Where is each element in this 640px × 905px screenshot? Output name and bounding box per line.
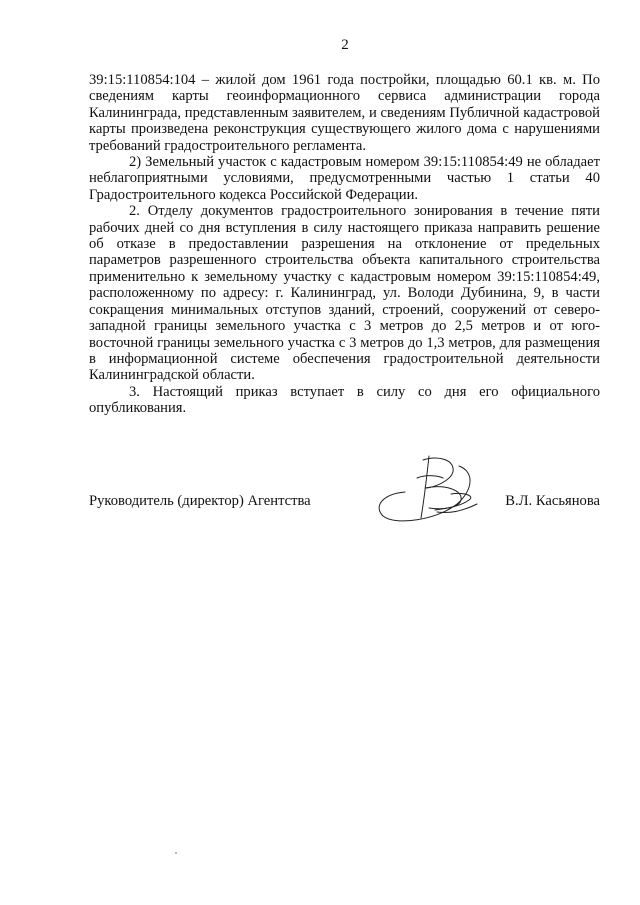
signatory-role: Руководитель (директор) Агентства <box>89 493 311 509</box>
paragraph-1: 39:15:110854:104 – жилой дом 1961 года постройки, площадью 60.1 кв. м. По сведениям карты геоинформационного сервиса администрации города Калининграда, представленным заявителем, и сведениям Публичной кадастровой карты произведена реконструкция существующего жилого дома с нарушениями требований градостроительного регламента. <box>89 72 600 154</box>
handwritten-signature-icon <box>365 448 495 528</box>
document-body <box>89 72 600 417</box>
paragraph-2: 2) Земельный участок с кадастровым номером 39:15:110854:49 не обладает неблагоприятными условиями, предусмотренными частью 1 статьи 40 Градостроительного кодекса Российской Федерации. <box>89 154 600 203</box>
page-number: 2 <box>341 37 349 53</box>
paragraph-4: 3. Настоящий приказ вступает в силу со дня его официального опубликования. <box>89 383 600 417</box>
paragraph-3: 2. Отделу документов градостроительного зонирования в течение пяти рабочих дней со дня вступления в силу настоящего приказа направить решение об отказе в предоставлении разрешения на отклонение от предельных параметров разрешенного строительства объекта капитального строительства применительно к земельному участку с кадастровым номером 39:15:110854:49, расположенному по адресу: г. Калининград, ул. Володи Дубинина, 9, в части сокращения минимальных отступов зданий, строений, сооружений от северо-западной границы земельного участка с 3 метров до 2,5 метров и от юго-восточной границы земельного участка с 3 метров до 1,3 метров, для размещения в информационной системе обеспечения градостроительной деятельности Калининградской области. <box>89 203 600 384</box>
scan-speck <box>175 852 177 854</box>
signature-row <box>89 493 600 513</box>
signatory-name: В.Л. Касьянова <box>505 493 600 509</box>
